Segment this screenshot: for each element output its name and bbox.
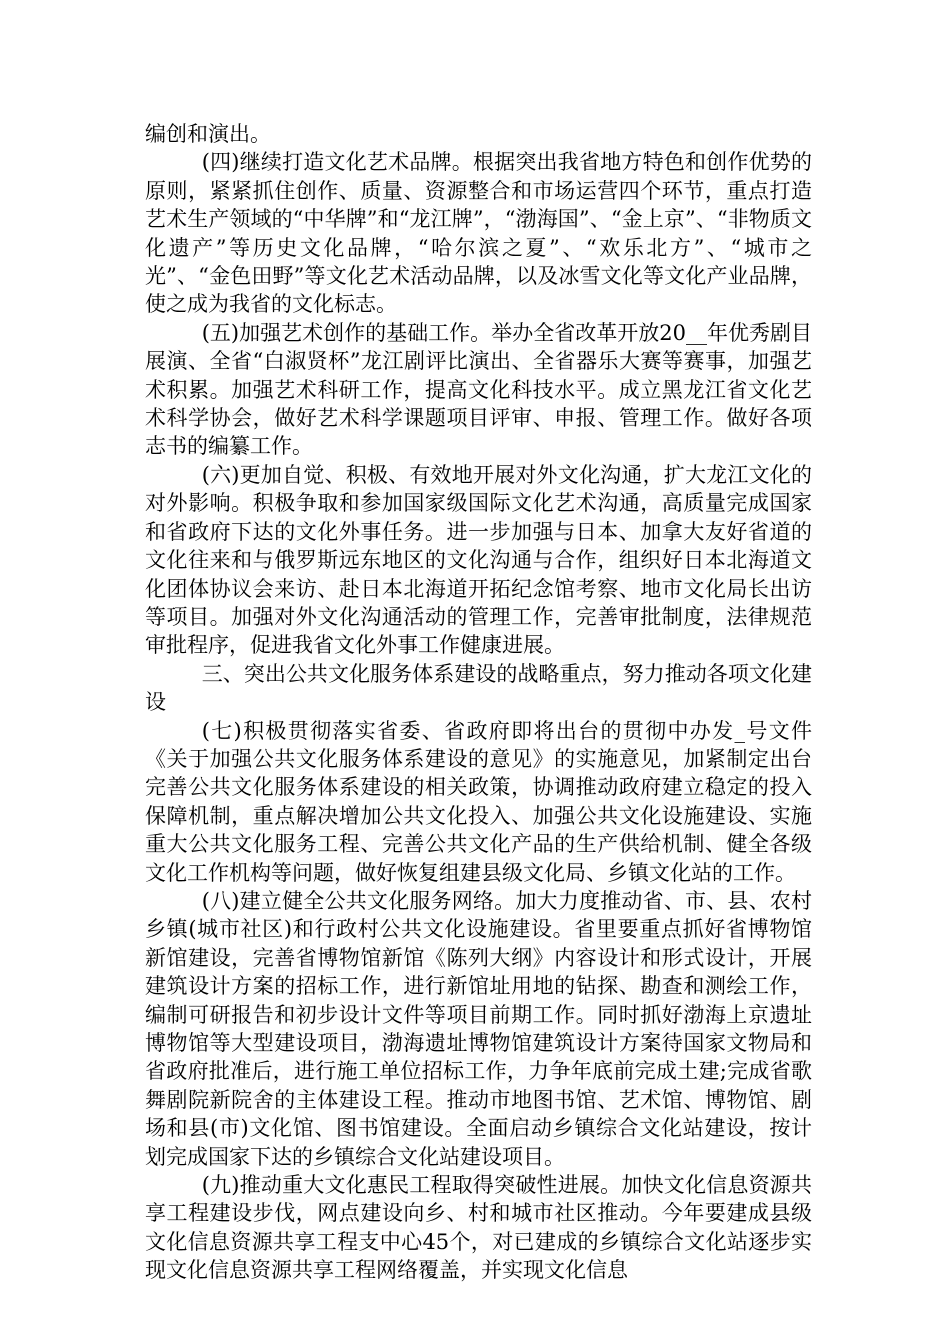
document-body [145, 120, 812, 1285]
paragraph-section-5: (五)加强艺术创作的基础工作。举办全省改革开放20__年优秀剧目展演、全省“白淑贤杯”龙江剧评比演出、全省器乐大赛等赛事，加强艺术积累。加强艺术科研工作，提高文化科技水平。成立黑龙江省文化艺术科学协会，做好艺术科学课题项目评审、申报、管理工作。做好各项志书的编纂工作。 [145, 320, 812, 459]
paragraph-section-9: (九)推动重大文化惠民工程取得突破性进展。加快文化信息资源共享工程建设步伐，网点建设向乡、村和城市社区推动。今年要建成县级文化信息资源共享工程支中心45个，对已建成的乡镇综合文化站逐步实现文化信息资源共享工程网络覆盖，并实现文化信息 [145, 1173, 812, 1283]
section-heading-3: 三、突出公共文化服务体系建设的战略重点，努力推动各项文化建设 [145, 661, 812, 715]
paragraph-section-8: (八)建立健全公共文化服务网络。加大力度推动省、市、县、农村乡镇(城市社区)和行政村公共文化设施建设。省里要重点抓好省博物馆新馆建设，完善省博物馆新馆《陈列大纲》内容设计和形式设计，开展建筑设计方案的招标工作，进行新馆址用地的钻探、勘查和测绘工作，编制可研报告和初步设计文件等项目前期工作。同时抓好渤海上京遗址博物馆等大型建设项目，渤海遗址博物馆建筑设计方案待国家文物局和省政府批准后，进行施工单位招标工作，力争年底前完成土建;完成省歌舞剧院新院舍的主体建设工程。推动市地图书馆、艺术馆、博物馆、剧场和县(市)文化馆、图书馆建设。全面启动乡镇综合文化站建设，按计划完成国家下达的乡镇综合文化站建设项目。 [145, 888, 812, 1169]
paragraph-section-4: (四)继续打造文化艺术品牌。根据突出我省地方特色和创作优势的原则，紧紧抓住创作、质量、资源整合和市场运营四个环节，重点打造艺术生产领域的“中华牌”和“龙江牌”，“渤海国”、“金上京”、“非物质文化遗产”等历史文化品牌，“哈尔滨之夏”、“欢乐北方”、“城市之光”、“金色田野”等文化艺术活动品牌，以及冰雪文化等文化产业品牌，使之成为我省的文化标志。 [145, 150, 812, 317]
paragraph-section-7: (七)积极贯彻落实省委、省政府即将出台的贯彻中办发_号文件《关于加强公共文化服务体系建设的意见》的实施意见，加紧制定出台完善公共文化服务体系建设的相关政策，协调推动政府建立稳定的投入保障机制，重点解决增加公共文化投入、加强公共文化设施建设、实施重大公共文化服务工程、完善公共文化产品的生产供给机制、健全各级文化工作机构等问题，做好恢复组建县级文化局、乡镇文化站的工作。 [145, 718, 812, 885]
paragraph-section-6: (六)更加自觉、积极、有效地开展对外文化沟通，扩大龙江文化的对外影响。积极争取和参加国家级国际文化艺术沟通，高质量完成国家和省政府下达的文化外事任务。进一步加强与日本、加拿大友好省道的文化往来和与俄罗斯远东地区的文化沟通与合作，组织好日本北海道文化团体协议会来访、赴日本北海道开拓纪念馆考察、地市文化局长出访等项目。加强对外文化沟通活动的管理工作，完善审批制度，法律规范审批程序，促进我省文化外事工作健康进展。 [145, 462, 812, 658]
paragraph-continuation: 编创和演出。 [145, 122, 271, 146]
